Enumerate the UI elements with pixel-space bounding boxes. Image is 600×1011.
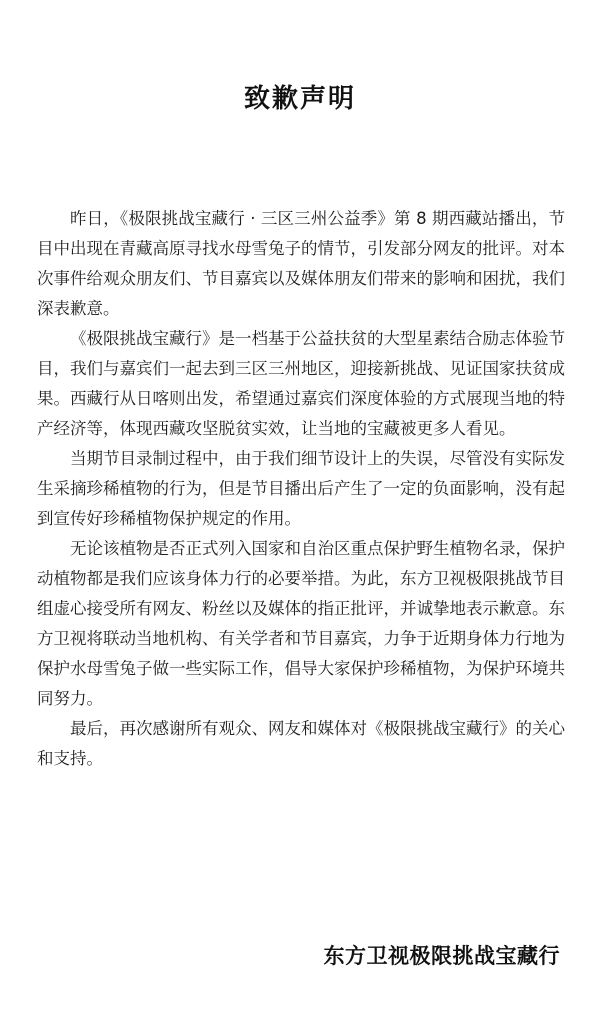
paragraph-3: 当期节目录制过程中，由于我们细节设计上的失误，尽管没有实际发生采摘珍稀植物的行为，但是节目播出后产生了一定的负面影响，没有起到宣传好珍稀植物保护规定的作用。 <box>37 449 565 528</box>
paragraph-1: 昨日，《极限挑战宝藏行 · 三区三州公益季》第 8 期西藏站播出，节目中出现在青藏高原寻找水母雪兔子的情节，引发部分网友的批评。对本次事件给观众朋友们、节目嘉宾以及媒体朋友们带来的影响和困扰，我们深表歉意。 <box>37 209 565 318</box>
statement-body <box>37 204 565 774</box>
paragraph-4: 无论该植物是否正式列入国家和自治区重点保护野生植物名录，保护动植物都是我们应该身体力行的必要举措。为此，东方卫视极限挑战节目组虚心接受所有网友、粉丝以及媒体的指正批评，并诚挚地表示歉意。东方卫视将联动当地机构、有关学者和节目嘉宾，力争于近期身体力行地为保护水母雪兔子做一些实际工作，倡导大家保护珍稀植物，为保护环境共同努力。 <box>37 539 565 708</box>
statement-title: 致歉声明 <box>243 84 356 114</box>
signature: 东方卫视极限挑战宝藏行 <box>323 944 560 968</box>
paragraph-2: 《极限挑战宝藏行》是一档基于公益扶贫的大型星素结合励志体验节目，我们与嘉宾们一起去到三区三州地区，迎接新挑战、见证国家扶贫成果。西藏行从日喀则出发，希望通过嘉宾们深度体验的方式展现当地的特产经济等，体现西藏攻坚脱贫实效，让当地的宝藏被更多人看见。 <box>37 329 565 438</box>
paragraph-5: 最后，再次感谢所有观众、网友和媒体对《极限挑战宝藏行》的关心和支持。 <box>37 719 565 768</box>
